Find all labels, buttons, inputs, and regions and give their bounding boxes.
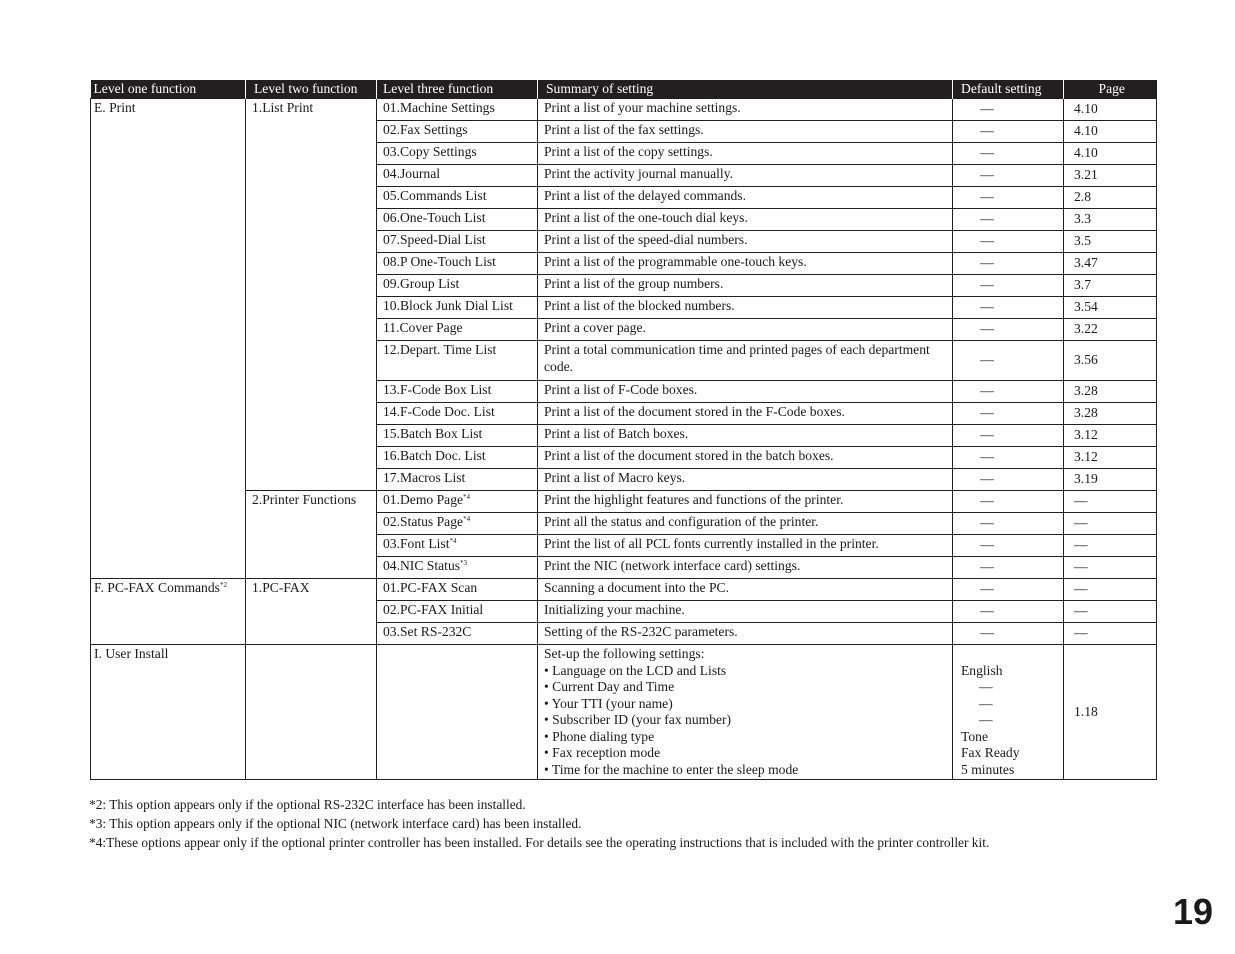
default-cell: —	[953, 297, 1064, 319]
level-three-cell	[377, 165, 538, 187]
level-three-cell	[377, 403, 538, 425]
level-three-cell-text: 13.F-Code Box List	[383, 382, 492, 397]
level-three-cell	[377, 319, 538, 341]
level-three-cell-text: 14.F-Code Doc. List	[383, 404, 495, 419]
summary-line: Set-up the following settings:	[544, 646, 705, 661]
default-line: —	[979, 679, 993, 694]
level-three-cell-text: 02.PC-FAX Initial	[383, 602, 484, 617]
default-cell	[953, 645, 1064, 780]
level-three-cell	[377, 341, 538, 381]
header-level-two: Level two function	[246, 80, 377, 99]
level-one-cell	[91, 99, 246, 579]
summary-line: • Language on the LCD and Lists	[544, 662, 727, 678]
level-three-cell-text: 11.Cover Page	[383, 320, 463, 335]
footnote-marker: *3	[460, 559, 468, 567]
summary-cell: Setting of the RS-232C parameters.	[538, 623, 953, 645]
level-three-cell	[377, 513, 538, 535]
page-cell: 3.19	[1064, 469, 1157, 491]
level-three-cell-text: 17.Macros List	[383, 470, 466, 485]
page-cell: 3.7	[1064, 275, 1157, 297]
footnote-2: *2: This option appears only if the optional RS-232C interface has been installed.	[89, 797, 526, 812]
level-three-cell	[377, 297, 538, 319]
default-cell: —	[953, 447, 1064, 469]
level-three-cell-text: 01.PC-FAX Scan	[383, 580, 478, 595]
level-three-cell-text: 12.Depart. Time List	[383, 342, 497, 357]
level-three-cell-text: 09.Group List	[383, 276, 460, 291]
summary-cell: Print all the status and configuration of the printer.	[538, 513, 953, 535]
level-two-cell: 2.Printer Functions	[246, 491, 377, 579]
page-cell: 3.12	[1064, 425, 1157, 447]
level-three-cell	[377, 557, 538, 579]
page-cell: 2.8	[1064, 187, 1157, 209]
summary-cell: Print a list of Batch boxes.	[538, 425, 953, 447]
level-three-cell-text: 01.Machine Settings	[383, 100, 495, 115]
page-cell: —	[1064, 579, 1157, 601]
table-row	[91, 491, 1157, 513]
level-three-cell	[377, 381, 538, 403]
header-summary: Summary of setting	[538, 80, 953, 99]
default-line: English	[961, 662, 1003, 678]
summary-line: • Phone dialing type	[544, 728, 655, 744]
page-cell: 3.28	[1064, 381, 1157, 403]
default-line: Fax Ready	[961, 745, 1020, 760]
default-line: —	[979, 695, 993, 711]
header-level-three: Level three function	[377, 80, 538, 99]
table-row-user-install	[91, 645, 1157, 780]
summary-cell: Print a list of the programmable one-touch keys.	[538, 253, 953, 275]
summary-cell	[538, 645, 953, 780]
page-cell: —	[1064, 557, 1157, 579]
default-cell: —	[953, 187, 1064, 209]
summary-cell: Print a list of your machine settings.	[538, 99, 953, 121]
default-cell: —	[953, 381, 1064, 403]
level-three-cell	[377, 601, 538, 623]
default-cell: —	[953, 601, 1064, 623]
default-cell: —	[953, 341, 1064, 381]
level-three-cell-text: 04.Journal	[383, 166, 441, 181]
summary-cell: Print a list of Macro keys.	[538, 469, 953, 491]
level-three-cell	[377, 447, 538, 469]
summary-cell: Print a list of the delayed commands.	[538, 187, 953, 209]
footnote-3: *3: This option appears only if the optional NIC (network interface card) has been installed.	[89, 816, 582, 831]
table-header-row	[91, 80, 1157, 99]
page-cell: 3.54	[1064, 297, 1157, 319]
page-cell: —	[1064, 513, 1157, 535]
level-three-cell	[377, 231, 538, 253]
level-three-cell	[377, 275, 538, 297]
footnotes	[89, 795, 1189, 852]
default-cell: —	[953, 275, 1064, 297]
level-three-cell-text: 03.Font List	[383, 536, 450, 551]
summary-line: • Fax reception mode	[544, 745, 661, 760]
default-cell: —	[953, 253, 1064, 275]
page-cell: 3.22	[1064, 319, 1157, 341]
level-three-cell	[377, 579, 538, 601]
footnote-marker: *4	[463, 515, 471, 523]
level-three-cell-text: 15.Batch Box List	[383, 426, 483, 441]
page-cell: 3.12	[1064, 447, 1157, 469]
summary-cell: Print the highlight features and functions of the printer.	[538, 491, 953, 513]
default-cell: —	[953, 425, 1064, 447]
level-three-cell-text: 04.NIC Status	[383, 558, 461, 573]
level-three-cell-text: 02.Status Page	[383, 514, 464, 529]
summary-cell: Print a list of the group numbers.	[538, 275, 953, 297]
default-cell: —	[953, 469, 1064, 491]
summary-cell: Print the activity journal manually.	[538, 165, 953, 187]
level-three-cell-text: 05.Commands List	[383, 188, 487, 203]
default-cell: —	[953, 623, 1064, 645]
page-cell: 4.10	[1064, 143, 1157, 165]
level-three-cell-text: 03.Set RS-232C	[383, 624, 472, 639]
page-cell: 1.18	[1064, 645, 1157, 780]
default-cell: —	[953, 319, 1064, 341]
level-three-cell-text: 03.Copy Settings	[383, 144, 477, 159]
level-three-cell	[377, 187, 538, 209]
footnote-marker: *4	[463, 493, 471, 501]
default-cell: —	[953, 535, 1064, 557]
page-cell: 4.10	[1064, 121, 1157, 143]
level-three-cell	[377, 491, 538, 513]
level-three-cell	[377, 645, 538, 780]
default-cell: —	[953, 231, 1064, 253]
summary-cell: Print a list of the document stored in the batch boxes.	[538, 447, 953, 469]
level-three-cell	[377, 121, 538, 143]
table-row	[91, 99, 1157, 121]
default-cell: —	[953, 403, 1064, 425]
level-one-cell	[91, 579, 246, 645]
level-three-cell	[377, 209, 538, 231]
level-three-cell	[377, 253, 538, 275]
level-three-cell	[377, 143, 538, 165]
summary-cell: Print the list of all PCL fonts currently installed in the printer.	[538, 535, 953, 557]
default-cell: —	[953, 579, 1064, 601]
default-cell: —	[953, 491, 1064, 513]
page-cell: —	[1064, 491, 1157, 513]
summary-cell: Print a total communication time and printed pages of each department code.	[538, 341, 953, 381]
page-cell: 3.5	[1064, 231, 1157, 253]
table-body	[91, 99, 1157, 780]
footnote-4: *4:These options appear only if the optional printer controller has been installed. For details see the operating instructions that is included with the printer controller kit.	[89, 835, 990, 850]
level-one-cell: I. User Install	[91, 645, 246, 780]
default-cell: —	[953, 209, 1064, 231]
summary-line: • Time for the machine to enter the sleep mode	[544, 761, 799, 777]
page-cell: —	[1064, 535, 1157, 557]
level-three-cell-text: 02.Fax Settings	[383, 122, 468, 137]
page-cell: —	[1064, 623, 1157, 645]
default-line: —	[979, 712, 993, 727]
level-three-cell	[377, 99, 538, 121]
level-two-cell: 1.List Print	[246, 99, 377, 491]
header-default: Default setting	[953, 80, 1064, 99]
level-three-cell-text: 06.One-Touch List	[383, 210, 486, 225]
level-three-cell-text: 16.Batch Doc. List	[383, 448, 486, 463]
level-three-cell-text: 01.Demo Page	[383, 492, 464, 507]
header-page: Page	[1064, 80, 1157, 99]
level-three-cell-text: 08.P One-Touch List	[383, 254, 496, 269]
summary-cell: Scanning a document into the PC.	[538, 579, 953, 601]
summary-line: • Your TTI (your name)	[544, 695, 673, 711]
summary-line: • Current Day and Time	[544, 679, 675, 694]
default-line: 5 minutes	[961, 761, 1015, 777]
level-three-cell	[377, 425, 538, 447]
page-cell: 3.47	[1064, 253, 1157, 275]
default-cell: —	[953, 513, 1064, 535]
summary-cell: Print a list of the blocked numbers.	[538, 297, 953, 319]
page-number: 19	[1172, 891, 1213, 932]
default-cell: —	[953, 143, 1064, 165]
summary-line: • Subscriber ID (your fax number)	[544, 712, 732, 727]
footnote-marker: *4	[449, 537, 457, 545]
default-line	[961, 646, 1063, 663]
header-level-one: Level one function	[91, 80, 246, 99]
summary-cell: Print the NIC (network interface card) settings.	[538, 557, 953, 579]
footnote-marker: *2	[219, 581, 227, 589]
level-three-cell	[377, 469, 538, 491]
table-row	[91, 579, 1157, 601]
page-cell: 3.56	[1064, 341, 1157, 381]
page-cell: 3.3	[1064, 209, 1157, 231]
default-line: Tone	[961, 728, 988, 744]
level-three-cell-text: 10.Block Junk Dial List	[383, 298, 513, 313]
summary-cell: Print a list of the one-touch dial keys.	[538, 209, 953, 231]
summary-cell: Print a list of the document stored in the F-Code boxes.	[538, 403, 953, 425]
level-two-cell	[246, 645, 377, 780]
default-cell: —	[953, 557, 1064, 579]
summary-cell: Print a cover page.	[538, 319, 953, 341]
summary-cell: Print a list of the fax settings.	[538, 121, 953, 143]
default-cell: —	[953, 121, 1064, 143]
summary-cell: Print a list of the speed-dial numbers.	[538, 231, 953, 253]
default-cell: —	[953, 99, 1064, 121]
page-cell: —	[1064, 601, 1157, 623]
page-cell: 3.28	[1064, 403, 1157, 425]
page-cell: 4.10	[1064, 99, 1157, 121]
function-table	[90, 80, 1157, 780]
level-three-cell-text: 07.Speed-Dial List	[383, 232, 486, 247]
level-three-cell	[377, 623, 538, 645]
level-two-cell: 1.PC-FAX	[246, 579, 377, 645]
level-one-cell-text: E. Print	[94, 100, 136, 115]
summary-cell: Print a list of the copy settings.	[538, 143, 953, 165]
summary-cell: Print a list of F-Code boxes.	[538, 381, 953, 403]
level-one-cell-text: F. PC-FAX Commands	[94, 580, 220, 595]
page-cell: 3.21	[1064, 165, 1157, 187]
summary-cell: Initializing your machine.	[538, 601, 953, 623]
level-three-cell	[377, 535, 538, 557]
default-cell: —	[953, 165, 1064, 187]
